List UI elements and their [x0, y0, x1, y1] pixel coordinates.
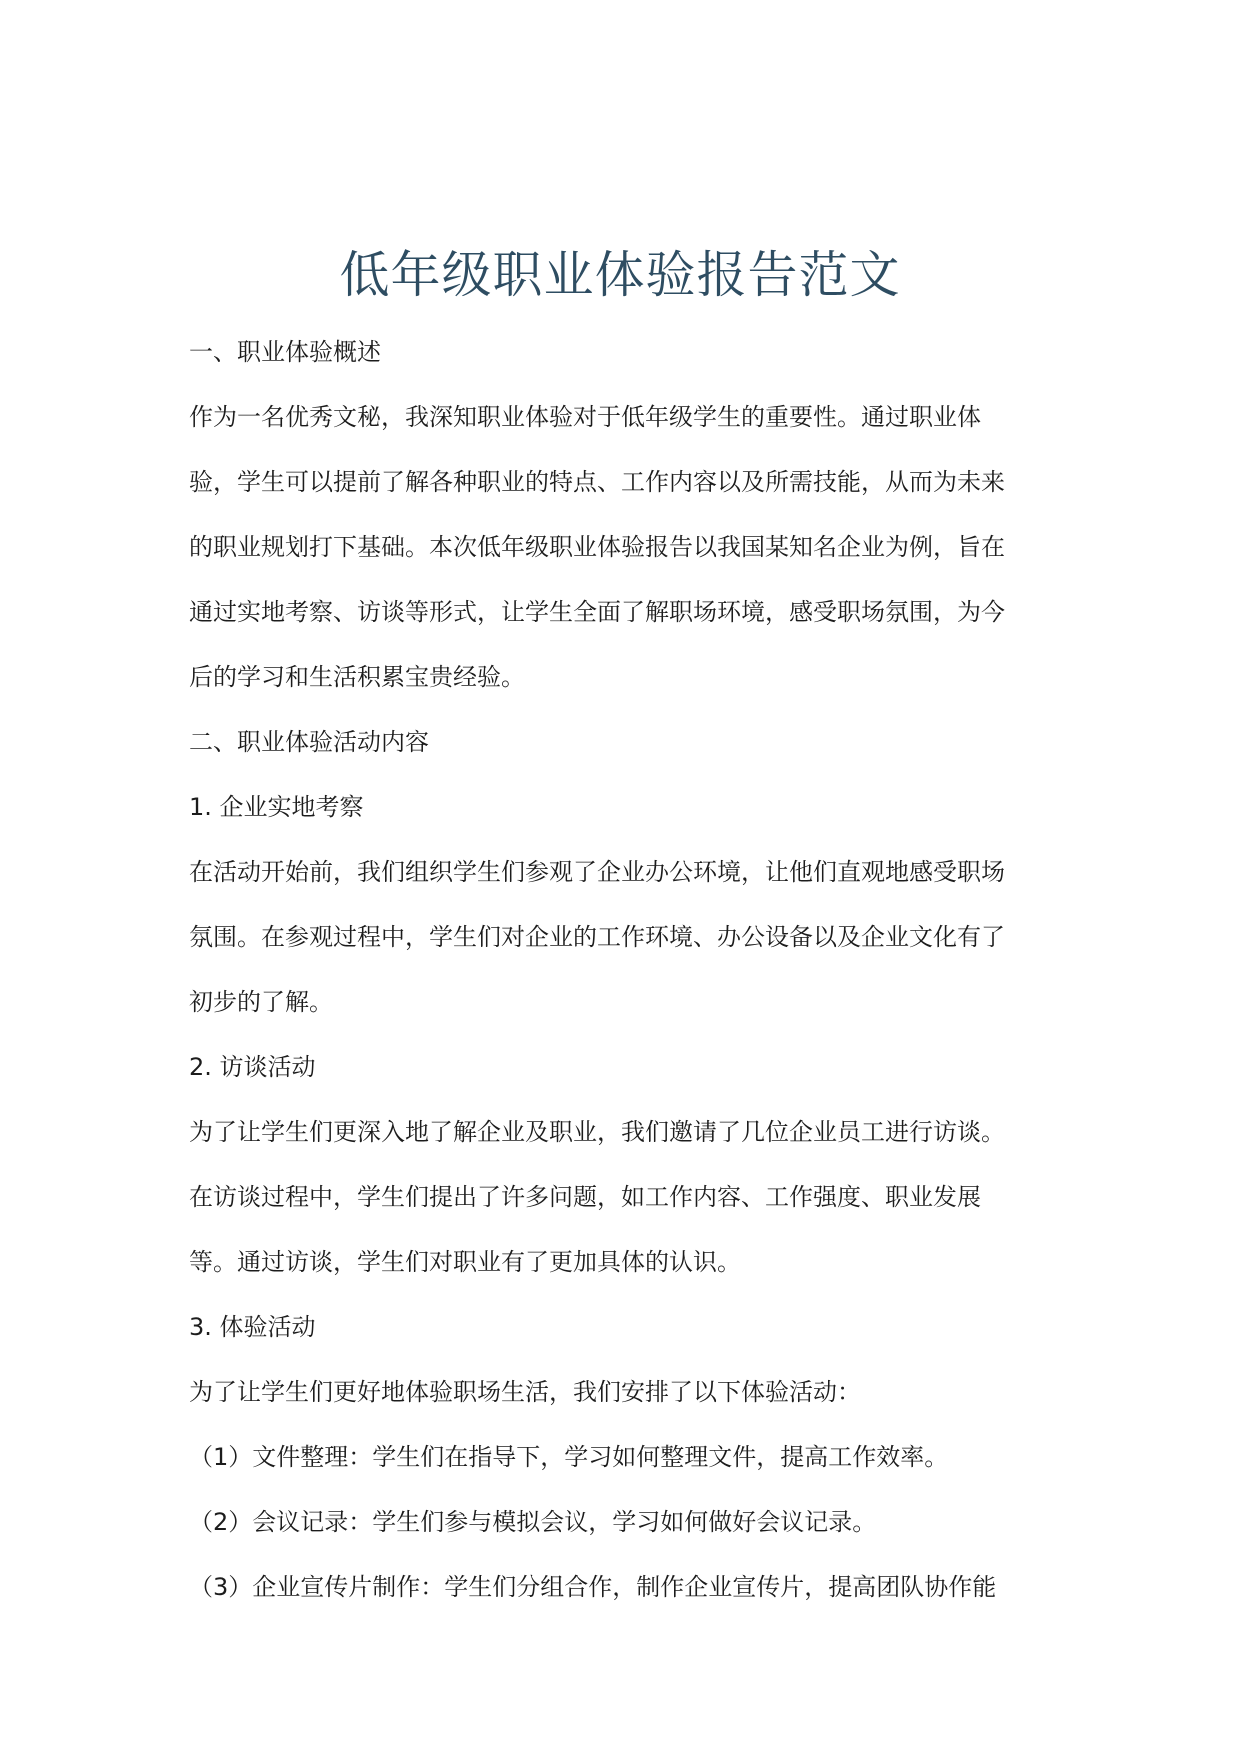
section-heading: 一、职业体验概述: [189, 338, 381, 366]
paragraph-line: 通过实地考察、访谈等形式，让学生全面了解职场环境，感受职场氛围，为今: [189, 598, 1005, 626]
page-title: 低年级职业体验报告范文: [339, 245, 901, 304]
list-item: （1）文件整理：学生们在指导下，学习如何整理文件，提高工作效率。: [189, 1443, 949, 1471]
paragraph-line: 验，学生可以提前了解各种职业的特点、工作内容以及所需技能，从而为未来: [189, 468, 1005, 496]
subsection-heading: 3. 体验活动: [189, 1313, 316, 1341]
paragraph-line: 氛围。在参观过程中，学生们对企业的工作环境、办公设备以及企业文化有了: [189, 923, 1005, 951]
list-item: （2）会议记录：学生们参与模拟会议，学习如何做好会议记录。: [189, 1508, 877, 1536]
document-body: [189, 320, 1059, 1620]
paragraph-line: 的职业规划打下基础。本次低年级职业体验报告以我国某知名企业为例，旨在: [189, 533, 1005, 561]
subsection-heading: 1. 企业实地考察: [189, 793, 364, 821]
paragraph-line: 后的学习和生活积累宝贵经验。: [189, 663, 525, 691]
paragraph-line: 为了让学生们更深入地了解企业及职业，我们邀请了几位企业员工进行访谈。: [189, 1118, 1005, 1146]
subsection-heading: 2. 访谈活动: [189, 1053, 316, 1081]
list-item: （3）企业宣传片制作：学生们分组合作，制作企业宣传片，提高团队协作能: [189, 1573, 997, 1601]
section-heading: 二、职业体验活动内容: [189, 728, 429, 756]
paragraph-line: 在活动开始前，我们组织学生们参观了企业办公环境，让他们直观地感受职场: [189, 858, 1005, 886]
paragraph-line: 初步的了解。: [189, 988, 333, 1016]
paragraph-line: 在访谈过程中，学生们提出了许多问题，如工作内容、工作强度、职业发展: [189, 1183, 981, 1211]
paragraph-line: 为了让学生们更好地体验职场生活，我们安排了以下体验活动：: [189, 1378, 861, 1406]
paragraph-line: 等。通过访谈，学生们对职业有了更加具体的认识。: [189, 1248, 741, 1276]
paragraph-line: 作为一名优秀文秘，我深知职业体验对于低年级学生的重要性。通过职业体: [189, 403, 981, 431]
